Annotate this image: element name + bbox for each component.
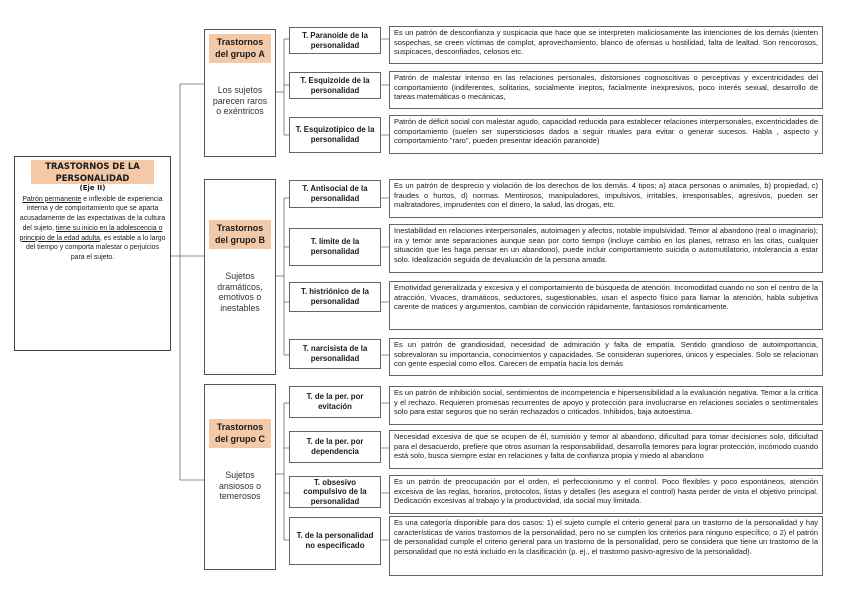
- desc-no-especificado: Es una categoría disponible para dos casos: 1) el sujeto cumple el criterio general para un trastorno de la personalidad y hay características de varios trastornos de la personalidad, pero no se cumplen los criterios para ninguno específico; o 2) el patrón de personalidad cumple el criterio general para un trastorno de la personalidad, pero se considera que tiene un trastorno de la personalidad que no está incluido en la clasificación (p. ej., el trastorno pasivo-agresivo de la personalidad).: [389, 516, 823, 576]
- desc-paranoide: Es un patrón de desconfianza y suspicacia que hace que se interpreten maliciosamente las intenciones de los demás (sienten sospechas, se creen víctimas de complot, aprovechamiento, blanco de ofensas u hostilidad, falta de lealtad. Son rencorosos, suspicaces, desconfiados, celosos etc.: [389, 26, 823, 64]
- label-narcisista: T. narcisista de la personalidad: [289, 339, 381, 369]
- group-b-description: Sujetos dramáticos, emotivos o inestables: [217, 271, 263, 313]
- label-no-especificado: T. de la personalidad no especificado: [289, 517, 381, 565]
- root-title: TRASTORNOS DE LA PERSONALIDAD: [31, 160, 154, 184]
- label-dependencia: T. de la per. por dependencia: [289, 431, 381, 463]
- label-limite: T. límite de la personalidad: [289, 228, 381, 266]
- desc-obsesivo-compulsivo: Es un patrón de preocupación por el orden, el perfeccionismo y el control. Poco flexibles y poco espontáneos, atención excesiva de las reglas, horarios, protocolos, listas y detalles (les asegura el control) hasta perder de vista el objetivo principal. Dedicación excesivas al trabajo y la productividad, ida social muy limitada.: [389, 475, 823, 514]
- root-definition: Patrón permanente e inflexible de experiencia interna y de comportamiento que se aparta acusadamente de las expectativas de la cultura del sujeto, tiene su inicio en la adolescencia o principio de la edad adulta, es estable a lo largo del tiempo y comporta malestar o perjuicios para el sujeto.: [19, 195, 166, 261]
- group-a-description: Los sujetos parecen raros o exéntricos: [212, 85, 268, 117]
- group-c-title: Trastornos del grupo C: [209, 419, 271, 448]
- desc-antisocial: Es un patrón de desprecio y violación de los derechos de los demás. 4 tipos; a) ataca personas o animales, b) propiedad, c) fraudes o hurtos, d) normas. Mentirosos, manipuladores, impulsivos, irritables, irresponsables, agresivos, pueden ser maltratadores, imprudentes con el dinero, la salud, las drogas, etc.: [389, 179, 823, 218]
- group-b-box: [204, 179, 276, 375]
- label-histrionico: T. histriónico de la personalidad: [289, 282, 381, 312]
- desc-limite: Inestabilidad en relaciones interpersonales, autoimagen y afectos, notable impulsividad. Temor al abandono (real o imaginario); ira y temor ante separaciones aunque sean por corto tiempo (incluye cambio en los planes, retraso en las citas, cualquier situación que les haga pensar en un abandono), puede incluir comportamiento suicida o automutilatorio, intolerancia a estar solo. Idealización seguida de devaluación de la persona amada.: [389, 224, 823, 273]
- label-paranoide: T. Paranoide de la personalidad: [289, 27, 381, 54]
- group-a-title: Trastornos del grupo A: [209, 34, 271, 63]
- group-b-title: Trastornos del grupo B: [209, 220, 271, 249]
- group-c-box: [204, 384, 276, 570]
- desc-narcisista: Es un patrón de grandiosidad, necesidad de admiración y falta de empatía. Sentido grandioso de autoimportancia, sobrevaloran su importancia, conocimientos y capacidades. Se consideran superiores, únicos y especiales. Solo se relacionan con gente especial como ellos. Carecen de empatía hacia los demás: [389, 338, 823, 376]
- desc-dependencia: Necesidad excesiva de que se ocupen de él, sumisión y temor al abandono, dificultad para tomar decisiones solo, dificultad para el desacuerdo, prefiere que otros asuman la responsabilidad, desarrolla temores para lograr protección, incómodo cuando está solo, busca siempre estar en relaciones y falta de confianza propia y miedo al abandono: [389, 430, 823, 469]
- label-antisocial: T. Antisocial de la personalidad: [289, 180, 381, 208]
- label-esquizoide: T. Esquizoide de la personalidad: [289, 72, 381, 99]
- desc-histrionico: Emotividad generalizada y excesiva y el comportamiento de búsqueda de atención. Incomodidad cuando no son el centro de la atracción. Vivaces, dramáticos, seductores, sugestionables, usan el aspecto físico para llamar la atención, habla subjetiva carente de matices y argumentos, cambian de convicción rápidamente, fantasiosos románticamente.: [389, 281, 823, 330]
- desc-esquizoide: Patrón de malestar intenso en las relaciones personales, distorsiones cognoscitivas o perceptivas y excentricidades del comportamiento (indiferentes, solitarios, socialmente ineptos, facialmente inexpresivos, poco interés sexual, desarrollo de tareas matemáticas o mecánicas,: [389, 71, 823, 109]
- label-obsesivo-compulsivo: T. obsesivo compulsivo de la personalidad: [289, 476, 381, 508]
- desc-esquizotipico: Patrón de déficit social con malestar agudo, capacidad reducida para establecer relaciones interpersonales, excentricidades de comportamiento (suelen ser supersticiosos dados a seguir rituales para evitar o generar sucesos. Habla , aspecto y comportamiento "raro", pueden presentar ideación paranoide): [389, 115, 823, 154]
- label-esquizotipico: T. Esquizotípico de la personalidad: [289, 117, 381, 153]
- label-evitacion: T. de la per. por evitación: [289, 386, 381, 418]
- group-c-description: Sujetos ansiosos o temerosos: [218, 470, 262, 502]
- root-eje: (Eje II): [79, 184, 106, 192]
- group-a-box: [204, 29, 276, 157]
- desc-evitacion: Es un patrón de inhibición social, sentimientos de incompetencia e hipersensibilidad a la evaluación negativa. Temor a la crítica y el rechazo. Requieren promesas recurrentes de apoyo y protección para involucrarse en relaciones sociales o sentimentales solo para estar seguros que no serán rechazados o criticados. Inhibidos, baja autoestima.: [389, 386, 823, 425]
- root-node: [14, 156, 171, 351]
